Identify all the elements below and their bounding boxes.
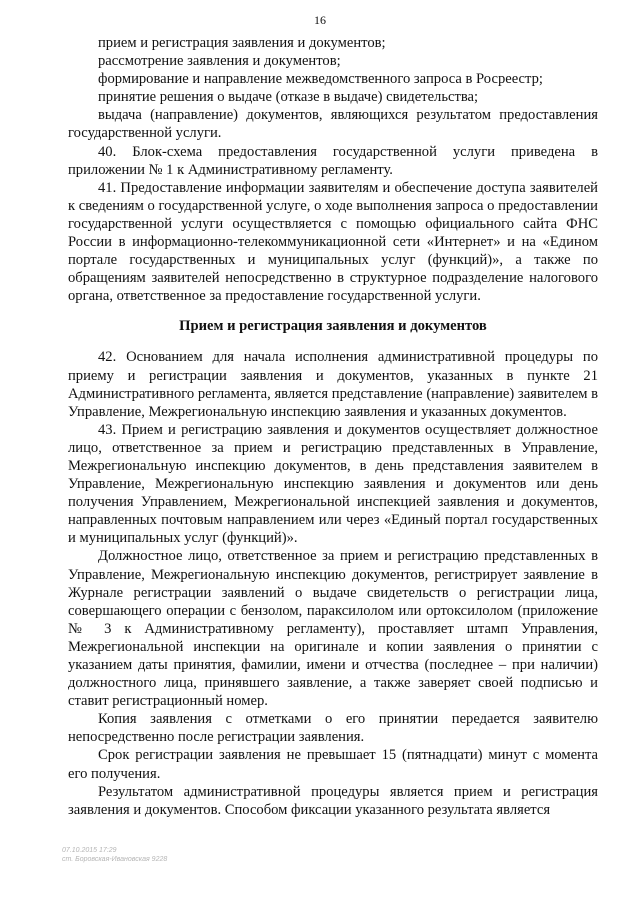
paragraph-official-registration: Должностное лицо, ответственное за прием и регистрацию представленных в Управление, Межрегиональную инспекцию документов, регистрирует заявление в Журнале регистрации заявлений о выдаче свидетельств о регистрации лица, совершающего операции с бензолом, параксилолом или ортоксилолом (приложение № 3 к Административному регламенту), проставляет штамп Управления, Межрегиональной инспекции на оригинале и копии заявления о принятии с указанием даты принятия, фамилии, имени и отчества (последнее – при наличии) должностного лица, принявшего заявление, а также заверяет своей подписью и ставит регистрационный номер. (68, 548, 598, 710)
section-heading: Прием и регистрация заявления и документов (179, 318, 487, 335)
paragraph-43: 43. Прием и регистрацию заявления и документов осуществляет должностное лицо, ответственное за прием и регистрацию представленных в Управление, Межрегиональную инспекцию документов, в день представления заявителем в Управление, Межрегиональную инспекцию заявления и документов или день получения Управлением, Межрегиональной инспекцией заявления и документов, направленных почтовым направлением или через «Единый портал государственных и муниципальных услуг (функций)». (68, 421, 598, 547)
print-stamp-line-2: ст. Боровская-Ивановская 9228 (62, 856, 168, 863)
paragraph-41: 41. Предоставление информации заявителям и обеспечение доступа заявителей к сведениям о государственной услуге, о ходе выполнения запроса о предоставлении государственной услуги осуществляется с помощью официального сайта ФНС России в информационно-телекоммуникационной сети «Интернет» и на «Едином портале государственных и муниципальных услуг (функций)», а также по обращениям заявителей непосредственно в структурное подразделение налогового органа, ответственное за предоставление государственной услуги. (68, 179, 598, 305)
page-number: 16 (314, 13, 326, 27)
paragraph-copy-transfer: Копия заявления с отметками о его принятии передается заявителю непосредственно после регистрации заявления. (68, 711, 598, 746)
list-item-1: прием и регистрация заявления и документов; (98, 35, 386, 51)
paragraph-registration-term: Срок регистрации заявления не превышает 15 (пятнадцати) минут с момента его получения. (68, 747, 598, 782)
list-item-5: выдача (направление) документов, являющихся результатом предоставления государственной услуги. (68, 107, 598, 142)
print-stamp (62, 846, 167, 864)
print-stamp-line-1: 07.10.2015 17:29 (62, 847, 117, 854)
document-body (68, 34, 598, 819)
paragraph-40: 40. Блок-схема предоставления государственной услуги приведена в приложении № 1 к Административному регламенту. (68, 143, 598, 178)
paragraph-42: 42. Основанием для начала исполнения административной процедуры по приему и регистрации заявления и документов, указанных в пункте 21 Административного регламента, является представление (направление) заявителем в Управление, Межрегиональную инспекцию заявления и указанных документов. (68, 349, 598, 420)
paragraph-procedure-result: Результатом административной процедуры является прием и регистрация заявления и документов. Способом фиксации указанного результата является (68, 783, 598, 818)
list-item-3: формирование и направление межведомственного запроса в Росреестр; (98, 71, 543, 88)
list-item-2: рассмотрение заявления и документов; (98, 53, 341, 70)
list-item-4: принятие решения о выдаче (отказе в выдаче) свидетельства; (98, 89, 479, 106)
